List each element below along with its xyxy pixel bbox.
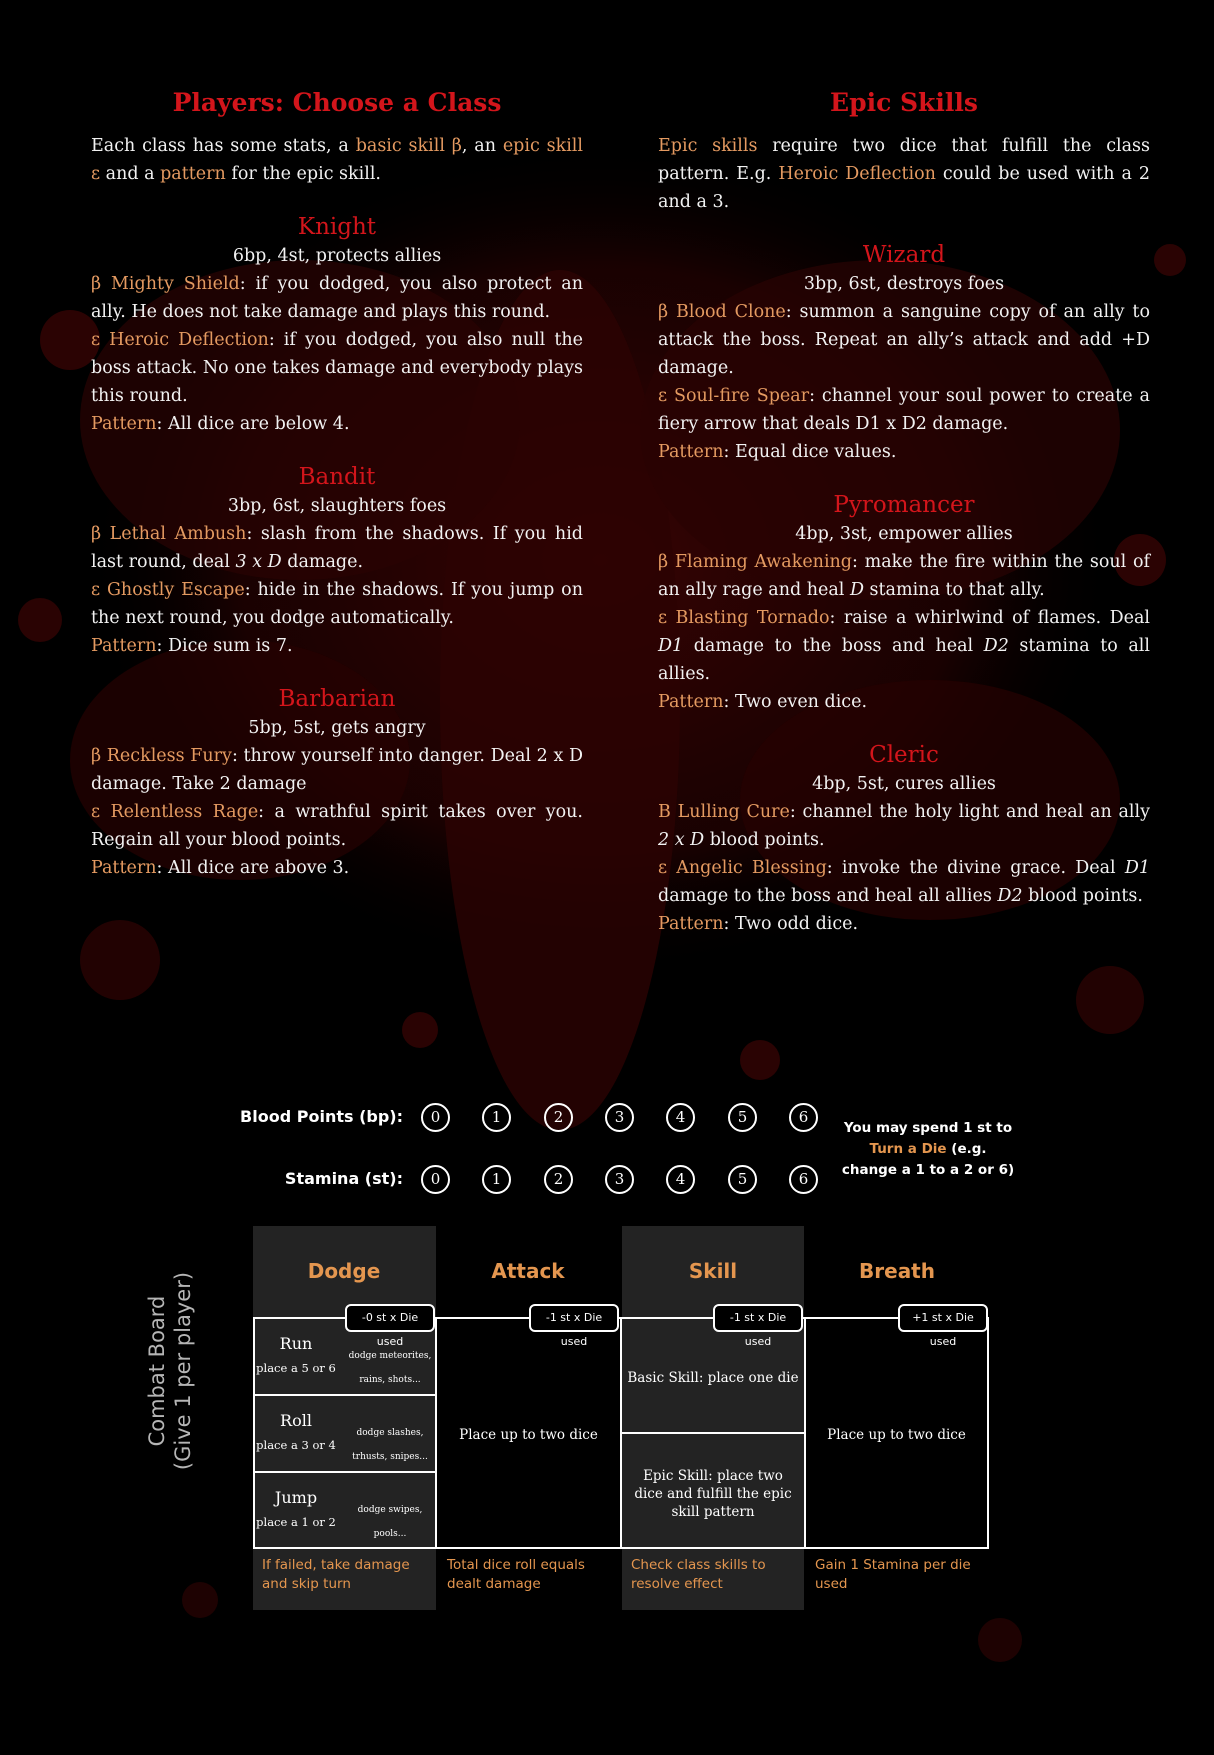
class-name: Cleric [869,742,939,768]
blood-points-label: Blood Points (bp): [240,1107,403,1126]
class-name: Pyromancer [833,492,975,518]
note-highlight: Turn a Die [869,1141,947,1157]
skill-text: stamina to that ally. [863,580,1045,600]
intro-text: , an [461,136,503,156]
st-circle-6[interactable]: 6 [789,1165,818,1194]
st-circle-0[interactable]: 0 [421,1165,450,1194]
jump-requirement: place a 1 or 2 [256,1515,336,1529]
breath-footer: Gain 1 Stamina per die used [815,1557,971,1592]
bp-circle-2[interactable]: 2 [544,1103,573,1132]
run-description: dodge meteorites, rains, shots... [348,1351,432,1385]
epic-skill [658,382,1150,438]
class-stats: 3bp, 6st, slaughters foes [227,496,447,516]
intro-text: could be used with a 2 and a 3. [658,164,1151,212]
bp-circle-5[interactable]: 5 [728,1103,757,1132]
class-name: Bandit [298,464,376,490]
st-circle-3[interactable]: 3 [605,1165,634,1194]
skill-name: ε Relentless Rage [91,802,259,822]
epic-skill [91,798,583,854]
basic-skill [658,298,1150,382]
pattern-label: Pattern [91,414,157,434]
jump-description: dodge swipes, pools... [357,1505,423,1539]
skill-name: β Mighty Shield [91,274,240,294]
skill-formula: D2 [997,886,1023,906]
class-name: Wizard [862,242,946,268]
intro-text: for the epic skill. [225,164,381,184]
dodge-footer: If failed, take damage and skip turn [262,1557,410,1592]
combat-board-title [144,1271,196,1471]
class-stats: 4bp, 5st, cures allies [812,774,996,794]
class-stats: 4bp, 3st, empower allies [795,524,1013,544]
class-barbarian [91,684,583,882]
skill-text: damage to the boss and heal [683,636,984,656]
attack-footer: Total dice roll equals dealt damage [447,1557,585,1592]
basic-skill-slot[interactable]: Basic Skill: place one die [627,1370,799,1386]
bp-circle-4[interactable]: 4 [666,1103,695,1132]
pattern [658,688,1150,716]
bp-circle-0[interactable]: 0 [421,1103,450,1132]
skill-text: : make the fire within the soul of an ally rage and heal [658,552,1150,600]
roll-label: Roll [280,1411,312,1430]
skill-text: : slash from the shadows. If you hid last round, deal [91,524,583,572]
skill-text: damage. [281,552,364,572]
skill-name: β Lethal Ambush [91,524,247,544]
basic-skill [658,548,1150,604]
classes-intro [91,132,583,188]
class-name: Knight [297,214,377,240]
class-knight [91,212,583,438]
pattern [658,910,1150,938]
note-text: (e.g. change a 1 to a 2 or 6) [841,1141,1015,1178]
epic-intro [658,132,1150,216]
breath-slot-text[interactable]: Place up to two dice [827,1427,966,1443]
class-pyromancer [658,490,1150,716]
epic-skill [658,604,1150,688]
epic-skill [91,576,583,632]
skill-text: : hide in the shadows. If you jump on the next round, you dodge automatically. [91,580,583,628]
skill-text: stamina to all allies. [658,636,1150,684]
page-title-epic-skills: Epic Skills [830,88,978,117]
dodge-cost-tag: -0 st x Die used [345,1304,435,1332]
skill-footer: Check class skills to resolve effect [631,1557,766,1592]
intro-basic-skill: basic skill β [355,136,462,156]
class-cleric [658,740,1150,938]
class-bandit [91,462,583,660]
epic-skill [91,326,583,410]
skill-text: damage to the boss and heal all allies [658,886,998,906]
bp-circle-6[interactable]: 6 [789,1103,818,1132]
roll-description: dodge slashes, trhusts, snipes... [352,1428,428,1462]
pattern-label: Pattern [91,858,157,878]
skill-name: ε Angelic Blessing [658,858,827,878]
skill-formula: D1 [658,636,684,656]
pattern-text: : Two even dice. [723,692,868,712]
dodge-divider [253,1394,437,1396]
basic-skill [91,520,583,576]
st-circle-1[interactable]: 1 [482,1165,511,1194]
dodge-header: Dodge [307,1259,381,1283]
class-stats: 5bp, 5st, gets angry [248,718,426,738]
skill-text: blood points. [1022,886,1143,906]
basic-skill [91,270,583,326]
intro-text: require two dice that fulfill the class pattern. E.g. [658,136,1151,184]
skill-column-bg [622,1226,804,1610]
skill-text: : channel the holy light and heal an ally [789,802,1150,822]
intro-epic-skills: Epic skills [658,136,758,156]
skill-name: ε Blasting Tornado [658,608,830,628]
intro-example-skill: Heroic Deflection [778,164,936,184]
pattern [91,854,583,882]
skill-text: blood points. [704,830,825,850]
intro-pattern: pattern [160,164,226,184]
class-wizard [658,240,1150,466]
note-text: You may spend 1 st to [843,1120,1013,1136]
turn-a-die-note [840,1118,1016,1181]
class-stats: 3bp, 6st, destroys foes [803,274,1005,294]
stamina-label: Stamina (st): [284,1169,403,1188]
intro-epic-skill: epic skill ε [91,136,583,184]
pattern-text: : Equal dice values. [723,442,897,462]
skill-cost-tag: -1 st x Die used [713,1304,803,1332]
skill-formula: D [849,580,864,600]
attack-cost-tag: -1 st x Die used [529,1304,619,1332]
skill-text: : raise a whirlwind of flames. Deal [829,608,1151,628]
pattern [91,410,583,438]
skill-name: ε Soul-fire Spear [658,386,810,406]
skill-text: : channel your soul power to create a fiery arrow that deals D1 x D2 damage. [658,386,1150,434]
skill-formula: D1 [1124,858,1151,878]
run-requirement: place a 5 or 6 [256,1361,336,1375]
skill-name: β Reckless Fury [91,746,232,766]
skill-name: β Flaming Awakening [658,552,853,572]
epic-skill-slot[interactable]: Epic Skill: place two dice and fulfill the epic skill pattern [634,1468,792,1520]
pattern-text: : All dice are below 4. [156,414,350,434]
board-title-line2: (Give 1 per player) [171,1271,195,1471]
board-title-line1: Combat Board [145,1295,169,1447]
skill-text: : a wrathful spirit takes over you. Regain all your blood points. [91,802,583,850]
page-title-classes: Players: Choose a Class [172,88,502,117]
skill-name: ε Ghostly Escape [91,580,245,600]
pattern-text: : Two odd dice. [723,914,859,934]
skill-name: β Blood Clone [658,302,786,322]
st-circle-4[interactable]: 4 [666,1165,695,1194]
breath-cost-tag: +1 st x Die used [898,1304,988,1332]
class-name: Barbarian [278,686,396,712]
pattern [91,632,583,660]
board-vline [987,1317,989,1549]
st-circle-5[interactable]: 5 [728,1165,757,1194]
jump-label: Jump [274,1488,318,1507]
attack-header: Attack [491,1259,565,1283]
skill-text: : invoke the divine grace. Deal [826,858,1125,878]
pattern [658,438,1150,466]
skill-header: Skill [688,1259,738,1283]
bp-circle-3[interactable]: 3 [605,1103,634,1132]
class-stats: 6bp, 4st, protects allies [232,246,442,266]
pattern-label: Pattern [91,636,157,656]
class-column-right [658,88,1150,938]
skill-text: : if you dodged, you also protect an ally. He does not take damage and plays this round. [91,274,583,322]
skill-name: B Lulling Cure [658,802,790,822]
skill-divider [620,1432,806,1434]
pattern-label: Pattern [658,692,724,712]
skill-text: : throw yourself into danger. Deal 2 x D damage. Take 2 damage [91,746,583,794]
intro-text: and a [100,164,161,184]
epic-skill [658,854,1150,910]
skill-formula: 3 x D [235,552,282,572]
pattern-label: Pattern [658,442,724,462]
st-circle-2[interactable]: 2 [544,1165,573,1194]
bp-circle-1[interactable]: 1 [482,1103,511,1132]
basic-skill [658,798,1150,854]
skill-name: ε Heroic Deflection [91,330,269,350]
intro-text: Each class has some stats, a [91,136,356,156]
roll-requirement: place a 3 or 4 [256,1438,336,1452]
skill-formula: D2 [983,636,1009,656]
dodge-divider [253,1471,437,1473]
pattern-text: : Dice sum is 7. [156,636,293,656]
pattern-text: : All dice are above 3. [156,858,350,878]
class-column-left [91,88,583,882]
breath-header: Breath [859,1259,935,1283]
attack-slot-text[interactable]: Place up to two dice [459,1427,598,1443]
skill-formula: 2 x D [658,830,705,850]
skill-text: : summon a sanguine copy of an ally to attack the boss. Repeat an ally’s attack and add +D damage. [658,302,1151,378]
pattern-label: Pattern [658,914,724,934]
run-label: Run [279,1334,313,1353]
skill-text: : if you dodged, you also null the boss attack. No one takes damage and everybody plays this round. [91,330,583,406]
basic-skill [91,742,583,798]
